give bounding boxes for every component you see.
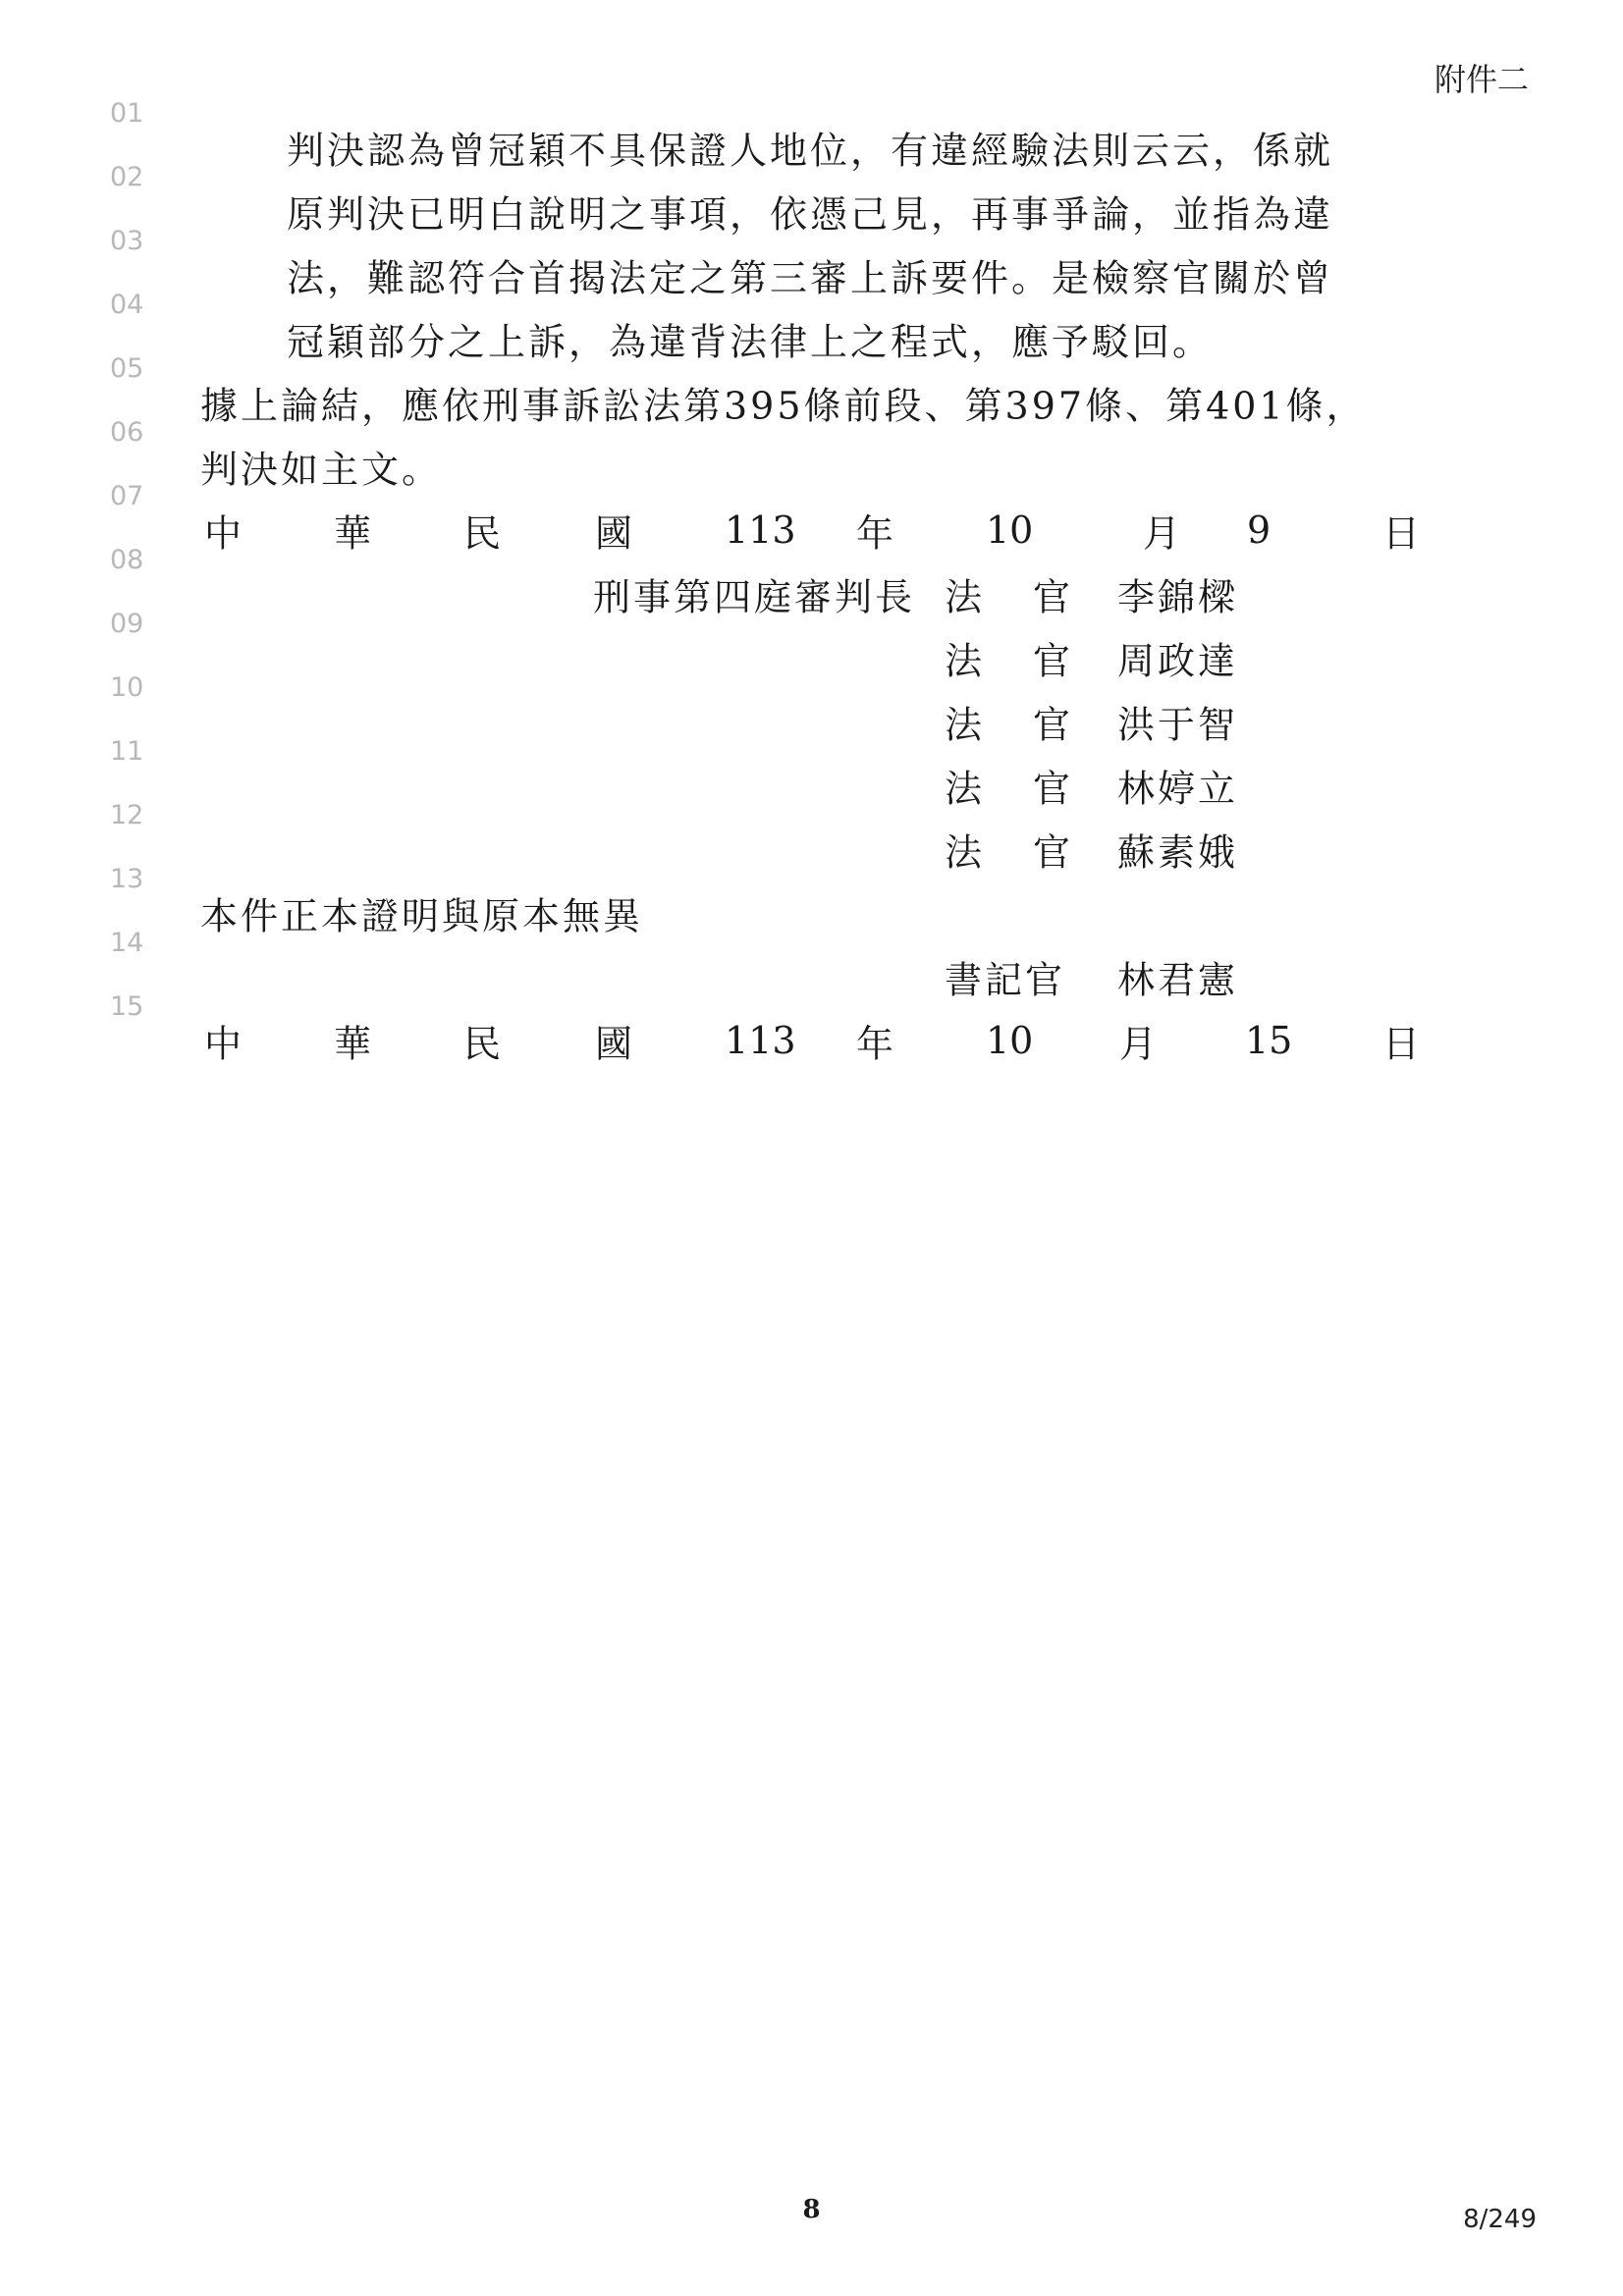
judge-name: 洪于智 [1117,703,1239,747]
date-year: 113 [725,508,796,552]
date-char: 國 [595,511,633,556]
date-char: 國 [595,1022,633,1066]
judge-title: 法 [945,639,983,683]
date-char: 日 [1382,511,1421,556]
line-number: 04 [110,290,144,320]
body-line: 原判決已明白說明之事項，依憑己見，再事爭論，並指為違 [287,192,1334,237]
date-char: 日 [1382,1022,1421,1066]
judge-title: 法 [945,575,983,619]
date-char: 華 [334,511,372,556]
date-char: 華 [334,1022,372,1066]
line-number: 01 [110,98,144,129]
line-number: 15 [110,991,144,1022]
page-number: 8 [802,2195,821,2224]
line-number: 11 [110,736,144,767]
line-number: 07 [110,481,144,511]
annex-label: 附件二 [1434,61,1529,98]
judge-title: 官 [1033,575,1071,619]
date-day: 15 [1245,1019,1293,1062]
date-char: 月 [1119,1022,1158,1066]
date-char: 年 [856,1022,894,1066]
body-line: 據上論結，應依刑事訴訟法第395條前段、第397條、第401條， [200,384,1367,428]
judge-title: 法 [945,703,983,747]
judge-name: 林婷立 [1117,767,1239,811]
judge-name: 蘇素娥 [1117,830,1239,875]
judge-title: 官 [1033,639,1071,683]
line-number: 12 [110,800,144,830]
judge-name: 周政達 [1117,639,1239,683]
date-month: 10 [986,508,1034,552]
body-line: 判決認為曾冠穎不具保證人地位，有違經驗法則云云，係就 [287,129,1334,173]
line-number: 09 [110,609,144,639]
line-number: 10 [110,672,144,703]
line-number: 06 [110,417,144,448]
line-number: 05 [110,353,144,384]
judge-title: 官 [1033,703,1071,747]
judge-title: 法 [945,767,983,811]
date-char: 民 [463,511,502,556]
date-char: 民 [463,1022,502,1066]
judge-title: 官 [1033,830,1071,875]
body-line: 冠穎部分之上訴，為違背法律上之程式，應予駁回。 [287,320,1214,364]
line-number: 14 [110,928,144,958]
line-number: 08 [110,545,144,575]
judge-name: 李錦樑 [1117,575,1239,619]
date-month: 10 [986,1019,1034,1062]
judge-title: 法 [945,830,983,875]
body-line: 判決如主文。 [200,448,443,492]
certification-text: 本件正本證明與原本無異 [200,894,644,938]
date-char: 中 [204,1022,243,1066]
date-year: 113 [725,1019,796,1062]
judge-title: 官 [1033,767,1071,811]
court-division: 刑事第四庭審判長 [593,575,916,619]
line-number: 13 [110,864,144,894]
date-char: 月 [1143,511,1181,556]
line-number: 02 [110,162,144,192]
line-number: 03 [110,226,144,256]
page-count: 8/249 [1463,2205,1537,2234]
date-char: 中 [204,511,243,556]
date-char: 年 [856,511,894,556]
clerk-name: 林君憲 [1117,958,1239,1002]
clerk-title: 書記官 [945,958,1066,1002]
date-day: 9 [1247,508,1271,552]
body-line: 法，難認符合首揭法定之第三審上訴要件。是檢察官關於曾 [287,256,1334,300]
